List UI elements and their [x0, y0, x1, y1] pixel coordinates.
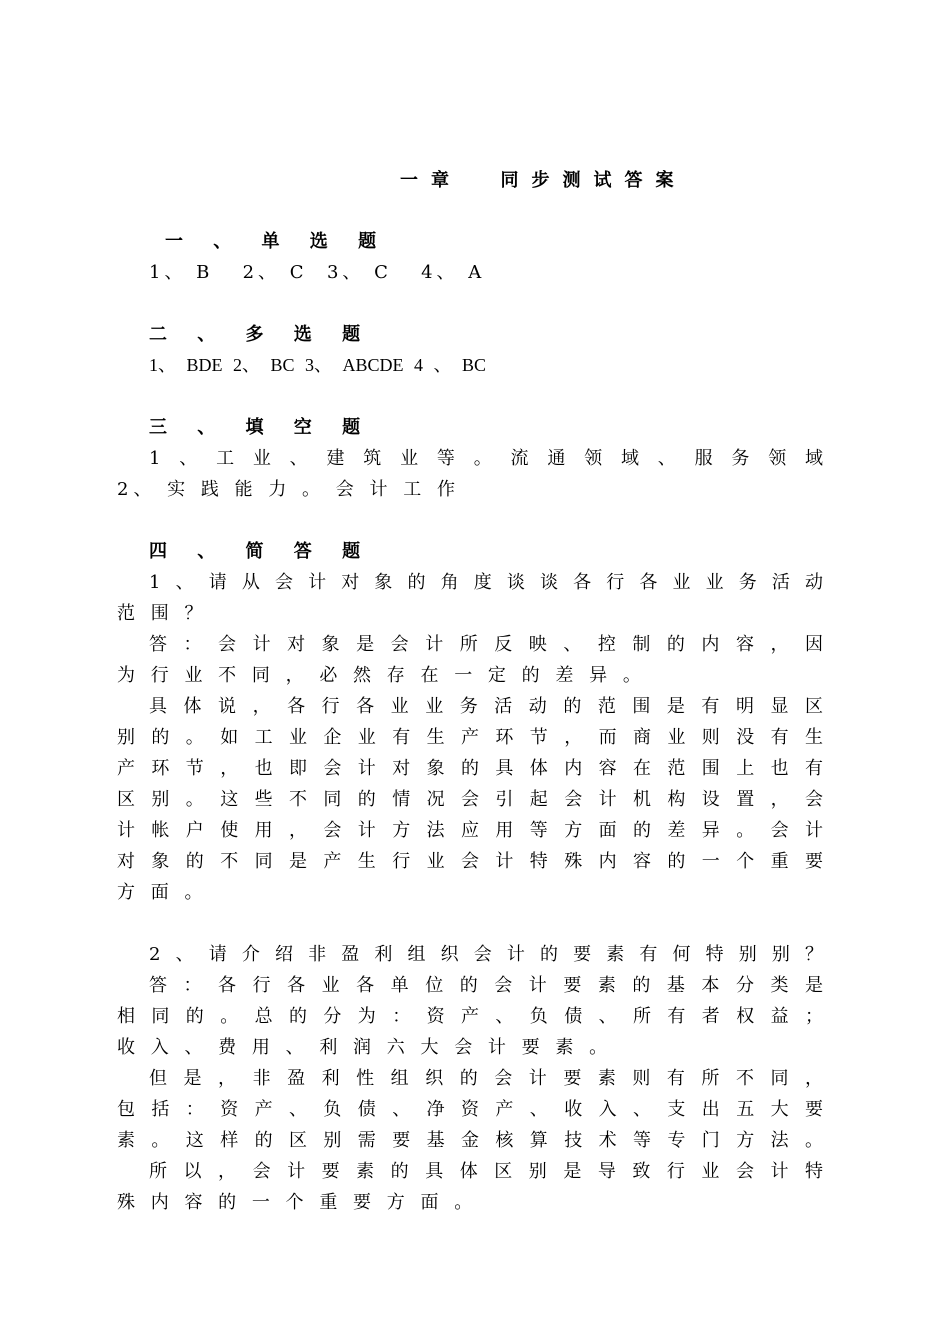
- question-1-line: 范 围 ？: [117, 603, 208, 624]
- answer-2-line: 素。这样的区别需要基金核算技术等专门方法。: [117, 1130, 823, 1151]
- multi-choice-answers: 1、 BDE 2、 BC 3、 ABCDE 4 、 BC: [149, 355, 487, 375]
- section-heading-short: 四 、 简 答 题: [149, 541, 373, 562]
- answer-1-line: 区别。这些不同的情况会引起会计机构设置，会: [117, 789, 823, 810]
- answer-2-line: 答：各行各业各单位的会计要素的基本分类是: [149, 975, 823, 996]
- question-1-line: 1、请从会计对象的角度谈谈各行各业业务活动: [149, 572, 823, 593]
- answer-1-line: 对象的不同是产生行业会计特殊内容的一个重要: [117, 851, 823, 872]
- single-choice-answers: 1、 B 2、 C 3、 C 4、 A: [149, 262, 486, 283]
- answer-1-line: 具体说，各行各业业务活动的范围是有明显区: [149, 696, 823, 717]
- answer-1-line: 别的。如工业企业有生产环节，而商业则没有生: [117, 727, 823, 748]
- answer-1-line: 答：会计对象是会计所反映、控制的内容，因: [149, 634, 823, 655]
- answer-2-line: 相同的。总的分为：资产、负债、所有者权益；: [117, 1006, 823, 1027]
- answer-2-line: 但是，非盈利性组织的会计要素则有所不同，: [149, 1068, 823, 1089]
- answer-1-line: 方 面 。: [117, 882, 208, 903]
- answer-2-line: 收 入 、 费 用 、 利 润 六 大 会 计 要 素 。: [117, 1037, 613, 1058]
- answer-2-line: 殊 内 容 的 一 个 重 要 方 面 。: [117, 1192, 478, 1213]
- section-heading-single: 一 、 单 选 题: [165, 231, 389, 252]
- section-heading-fill: 三 、 填 空 题: [149, 417, 373, 438]
- answer-1-line: 为 行 业 不 同 ， 必 然 存 在 一 定 的 差 异 。: [117, 665, 646, 686]
- section-heading-multi: 二 、 多 选 题: [149, 324, 373, 345]
- fill-answer-line-1: 1、工业、建筑业等。流通领域、服务领域: [149, 448, 823, 469]
- page-title: 一章 同步测试答案: [400, 170, 687, 191]
- question-2-line: 2、请介绍非盈利组织会计的要素有何特别别？: [149, 944, 823, 965]
- answer-1-line: 产环节，也即会计对象的具体内容在范围上也有: [117, 758, 823, 779]
- answer-1-line: 计帐户使用，会计方法应用等方面的差异。会计: [117, 820, 823, 841]
- answer-2-line: 包括：资产、负债、净资产、收入、支出五大要: [117, 1099, 823, 1120]
- fill-answer-line-2: 2、 实 践 能 力 。 会 计 工 作: [117, 479, 460, 500]
- answer-2-line: 所以，会计要素的具体区别是导致行业会计特: [149, 1161, 823, 1182]
